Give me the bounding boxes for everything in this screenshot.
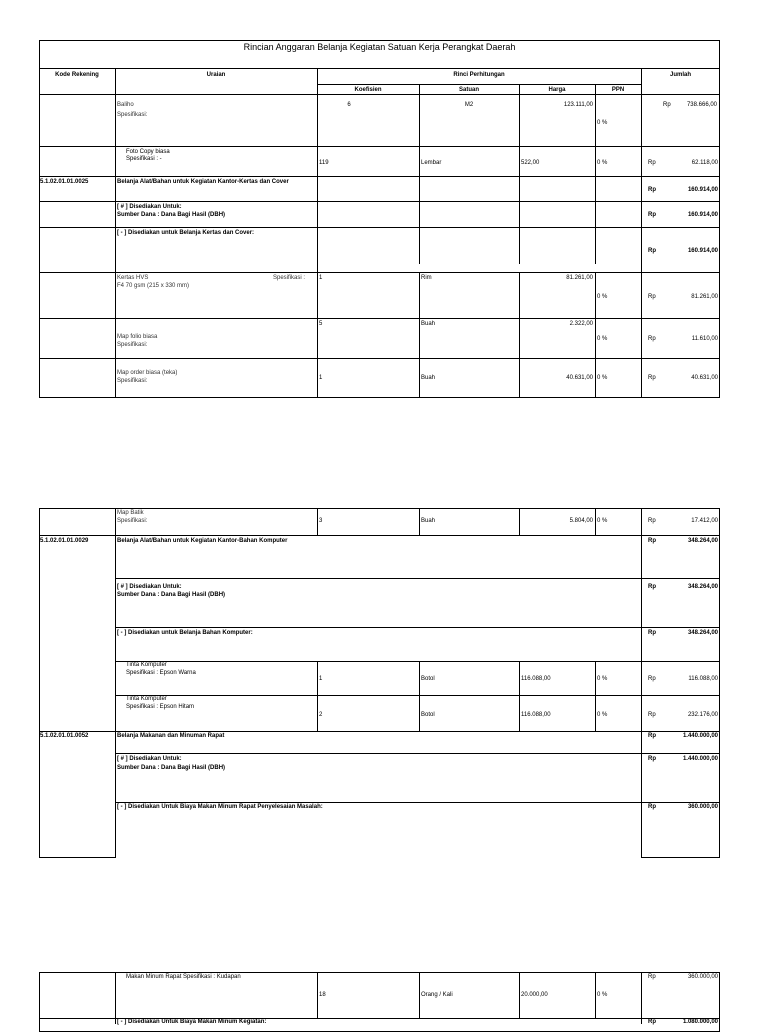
sumber-line2: Sumber Dana : Dana Bagi Hasil (DBH) [117, 212, 226, 218]
item-ppn: 0 % [597, 676, 608, 682]
section-jumlah: 160.914,00 [687, 187, 718, 193]
item-jumlah: 40.631,00 [691, 375, 718, 381]
kode-rekening: 5.1.02.01.01.0052 [40, 733, 89, 739]
header-uraian: Uraian [206, 72, 226, 78]
item-koef: 18 [319, 992, 326, 998]
header-kode: Kode Rekening [55, 72, 99, 78]
item-satuan: Buah [421, 375, 436, 381]
kode-rekening: 5.1.02.01.01.0029 [40, 538, 89, 544]
item-jumlah: 116.088,00 [688, 676, 718, 682]
rp-label: Rp [648, 336, 656, 342]
item-jumlah: 17.412,00 [691, 518, 718, 524]
disediakan-jumlah: 160.914,00 [687, 248, 718, 254]
item-satuan: Botol [421, 676, 435, 682]
disediakan-jumlah: 348.264,00 [687, 630, 718, 636]
item-ppn: 0 % [597, 375, 608, 381]
item-satuan: Orang / Kali [421, 992, 453, 998]
disediakan-jumlah: 360.000,00 [687, 804, 718, 810]
rp-label: Rp [663, 102, 671, 108]
item-koef: 119 [319, 160, 329, 166]
sumber-line2: Sumber Dana : Dana Bagi Hasil (DBH) [117, 592, 226, 598]
item-spec: Spesifikasi : - [126, 156, 162, 162]
item-koef: 3 [319, 518, 323, 524]
item-satuan: Rim [421, 275, 432, 281]
page-title: Rincian Anggaran Belanja Kegiatan Satuan Kerja Perangkat Daerah [243, 42, 516, 52]
item-name: Makan Minum Rapat Spesifikasi : Kudapan [126, 974, 241, 980]
item-koef: 1 [319, 275, 323, 281]
disediakan-text: [ - ] Disediakan untuk Belanja Kertas dan Cover: [117, 230, 255, 236]
section-title: Belanja Alat/Bahan untuk Kegiatan Kantor-Bahan Komputer [117, 538, 288, 544]
item-satuan: Lembar [421, 160, 442, 166]
item-name: Tinta Komputer [126, 696, 167, 702]
rp-label: Rp [648, 712, 656, 718]
item-jumlah: 11.610,00 [691, 336, 718, 342]
rp-label: Rp [648, 187, 656, 193]
item-harga: 81.261,00 [566, 275, 593, 281]
header-harga: Harga [548, 87, 566, 93]
header-rincian: Rinci Perhitungan [453, 72, 505, 78]
rp-label: Rp [648, 733, 656, 739]
rp-label: Rp [648, 212, 656, 218]
rp-label: Rp [648, 538, 656, 544]
item-satuan: Buah [421, 321, 436, 327]
disediakan-text: [ - ] Disediakan Untuk Biaya Makan Minum Kegiatan: [117, 1019, 267, 1025]
rp-label: Rp [648, 804, 656, 810]
item-harga: 522,00 [521, 160, 540, 166]
section-jumlah: 348.264,00 [687, 538, 718, 544]
item-ppn: 0 % [597, 712, 608, 718]
section-jumlah: 1.440.000,00 [682, 733, 718, 739]
rp-label: Rp [648, 294, 656, 300]
kode-rekening: 5.1.02.01.01.0025 [40, 179, 89, 185]
disediakan-jumlah: 1.080.000,00 [682, 1019, 718, 1025]
item-spec: F4 70 gsm (215 x 330 mm) [117, 283, 190, 289]
item-jumlah: 360.000,00 [687, 974, 718, 980]
rp-label: Rp [648, 160, 656, 166]
section-title: Belanja Alat/Bahan untuk Kegiatan Kantor-Kertas dan Cover [117, 179, 289, 185]
item-spec: Spesifikasi : Epson Hitam [126, 704, 195, 710]
item-spec: Spesifikasi: [117, 378, 148, 384]
header-ppn: PPN [611, 87, 625, 93]
item-satuan: Botol [421, 712, 435, 718]
item-name: Map Batik [117, 510, 144, 516]
item-ppn: 0 % [597, 336, 608, 342]
sumber-line1: [ # ] Disediakan Untuk: [117, 584, 182, 590]
rp-label: Rp [648, 974, 656, 980]
disediakan-text: [ - ] Disediakan untuk Belanja Bahan Komputer: [117, 630, 253, 636]
item-koef: 6 [347, 102, 351, 108]
sumber-line2: Sumber Dana : Dana Bagi Hasil (DBH) [117, 765, 226, 771]
item-spec-label: Spesifikasi : [273, 275, 306, 281]
sumber-jumlah: 348.264,00 [687, 584, 718, 590]
item-koef: 5 [319, 321, 323, 327]
rp-label: Rp [648, 676, 656, 682]
item-jumlah: 232.176,00 [687, 712, 718, 718]
section-title: Belanja Makanan dan Minuman Rapat [117, 733, 225, 739]
item-spec: Spesifikasi : Epson Warna [126, 670, 196, 676]
item-jumlah: 738.666,00 [686, 102, 717, 108]
rp-label: Rp [648, 630, 656, 636]
disediakan-text: [ - ] Disediakan Untuk Biaya Makan Minum Rapat Penyelesaian Masalah: [117, 804, 323, 810]
item-name: Kertas HVS [117, 275, 149, 281]
sumber-jumlah: 1.440.000,00 [682, 756, 718, 762]
item-harga: 123.111,00 [563, 102, 593, 108]
item-spec: Spesifikasi: [117, 518, 148, 524]
item-ppn: 0 % [597, 992, 608, 998]
item-name: Tinta Komputer [126, 662, 167, 668]
item-koef: 1 [319, 375, 323, 381]
rp-label: Rp [648, 248, 656, 254]
item-harga: 20.000,00 [521, 992, 548, 998]
item-spec: Spesifikasi: [117, 112, 148, 118]
rp-label: Rp [648, 584, 656, 590]
sumber-line1: [ # ] Disediakan Untuk: [117, 204, 182, 210]
item-harga: 116.088,00 [521, 712, 551, 718]
rp-label: Rp [648, 375, 656, 381]
item-harga: 116.088,00 [521, 676, 551, 682]
rp-label: Rp [648, 518, 656, 524]
item-jumlah: 81.261,00 [691, 294, 718, 300]
item-koef: 1 [319, 676, 323, 682]
item-harga: 5.804,00 [569, 518, 593, 524]
rp-label: Rp [648, 756, 656, 762]
item-name: Baliho [117, 102, 134, 108]
item-koef: 2 [319, 712, 323, 718]
header-koefisien: Koefisien [354, 87, 382, 93]
item-name: Foto Copy biasa [126, 149, 170, 155]
item-satuan: M2 [464, 102, 474, 108]
item-name: Map order biasa (teka) [117, 370, 178, 376]
item-name: Map folio biasa [117, 334, 158, 340]
item-satuan: Buah [421, 518, 436, 524]
header-jumlah: Jumlah [669, 72, 691, 78]
rp-label: Rp [648, 1019, 656, 1025]
item-ppn: 0 % [597, 294, 608, 300]
item-ppn: 0 % [597, 160, 608, 166]
item-ppn: 0 % [597, 518, 608, 524]
item-ppn: 0 % [597, 120, 608, 126]
item-harga: 2.322,00 [569, 321, 593, 327]
item-harga: 40.631,00 [566, 375, 593, 381]
item-jumlah: 62.118,00 [691, 160, 718, 166]
sumber-line1: [ # ] Disediakan Untuk: [117, 756, 182, 762]
item-spec: Spesifikasi: [117, 342, 148, 348]
sumber-jumlah: 160.914,00 [687, 212, 718, 218]
header-satuan: Satuan [458, 87, 479, 93]
